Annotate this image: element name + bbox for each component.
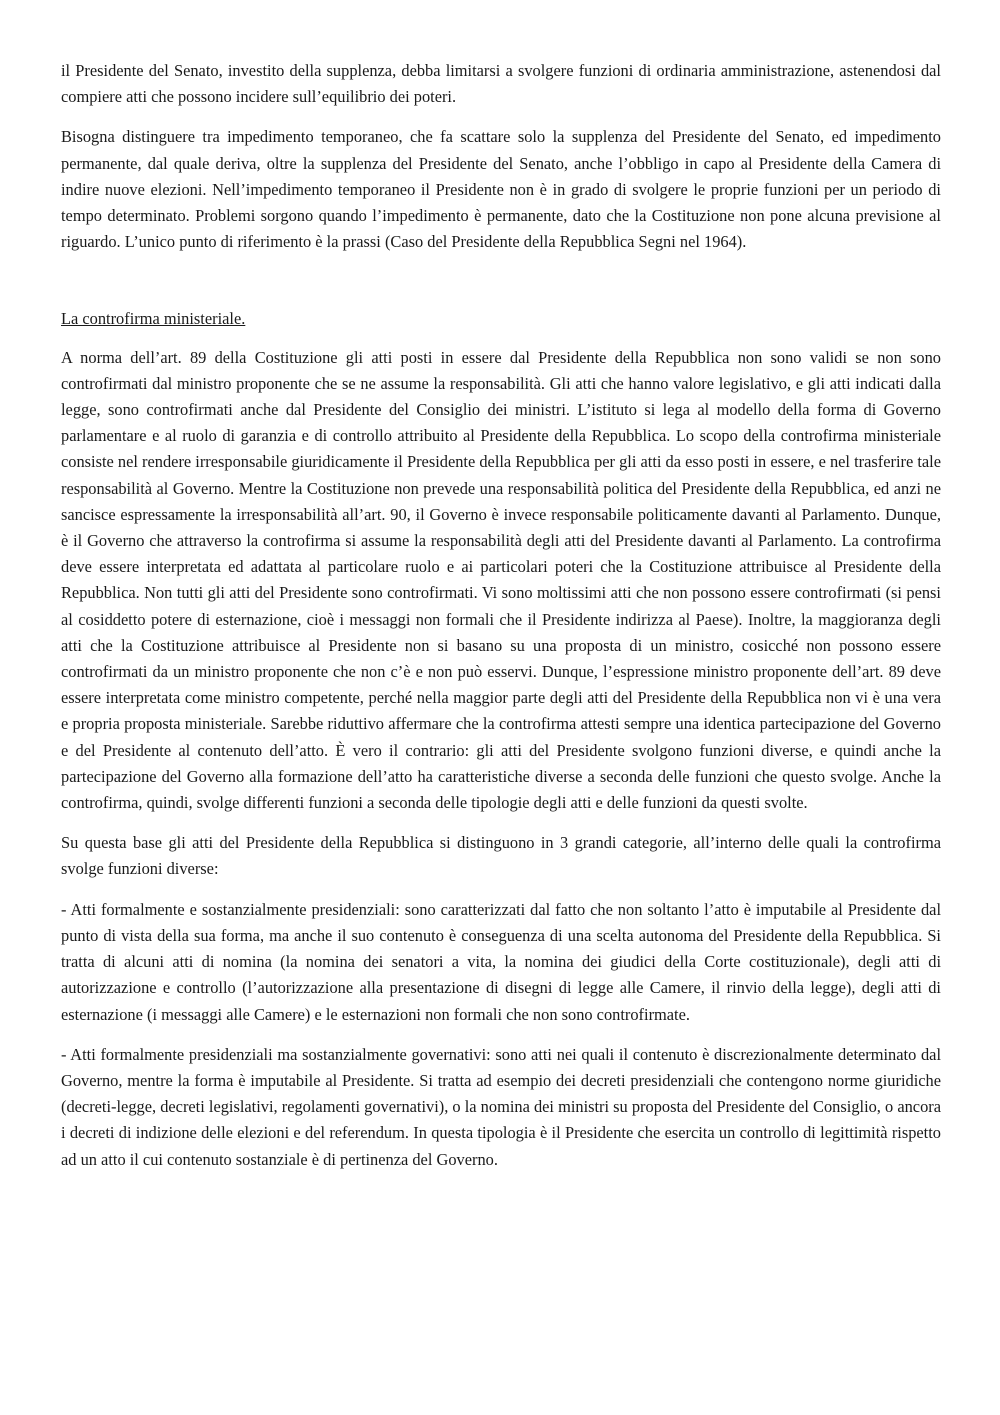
section-heading: La controfirma ministeriale. <box>61 309 246 329</box>
paragraph-impedimento: Bisogna distinguere tra impedimento temporaneo, che fa scattare solo la supplenza del Presidente del Senato, ed impedimento permanente, dal quale deriva, oltre la supplenza del Presidente del Senato, anche l’obbligo in capo al Presidente della Camera di indire nuove elezioni. Nell’impedimento temporaneo il Presidente non è in grado di svolgere le proprie funzioni per un periodo di tempo determinato. Problemi sorgono quando l’impedimento è permanente, dato che la Costituzione non pone alcuna previsione al riguardo. L’unico punto di riferimento è la prassi (Caso del Presidente della Repubblica Segni nel 1964). <box>61 127 941 252</box>
paragraph-categories-intro: Su questa base gli atti del Presidente della Repubblica si distinguono in 3 grandi categorie, all’interno delle quali la controfirma svolge funzioni diverse: <box>61 833 941 879</box>
document-page <box>61 58 941 1187</box>
list-item-atti-presidenziali: - Atti formalmente e sostanzialmente presidenziali: sono caratterizzati dal fatto che non soltanto l’atto è imputabile al Presidente dal punto di vista della sua forma, ma anche il suo contenuto è conseguenza di una scelta autonoma del Presidente della Repubblica. Si tratta di alcuni atti di nomina (la nomina dei senatori a vita, la nomina dei giudici della Corte costituzionale), degli atti di autorizzazione e controllo (l’autorizzazione alla presentazione di disegni di legge alle Camere, il rinvio della legge), degli atti di esternazione (i messaggi alle Camere) e le esternazioni non formali che non sono controfirmate. <box>61 899 941 1024</box>
list-item-atti-governativi: - Atti formalmente presidenziali ma sostanzialmente governativi: sono atti nei quali il contenuto è discrezionalmente determinato dal Governo, mentre la forma è imputabile al Presidente. Si tratta ad esempio dei decreti presidenziali che contengono norme giuridiche (decreti-legge, decreti legislativi, regolamenti governativi), o la nomina dei ministri su proposta del Presidente del Consiglio, o ancora i decreti di indizione delle elezioni e del referendum. In questa tipologia è il Presidente che esercita un controllo di legittimità rispetto ad un atto il cui contenuto sostanziale è di pertinenza del Governo. <box>61 1044 941 1169</box>
paragraph-controfirma-overview: A norma dell’art. 89 della Costituzione gli atti posti in essere dal Presidente della Repubblica non sono validi se non sono controfirmati dal ministro proponente che se ne assume la responsabilità. Gli atti che hanno valore legislativo, e gli atti indicati dalla legge, sono controfirmati anche dal Presidente del Consiglio dei ministri. L’istituto si lega al modello della forma di Governo parlamentare e al ruolo di garanzia e di controllo attribuito al Presidente della Repubblica. Lo scopo della controfirma ministeriale consiste nel rendere irresponsabile giuridicamente il Presidente della Repubblica per gli atti da esso posti in essere, e nel trasferire tale responsabilità al Governo. Mentre la Costituzione non prevede una responsabilità politica del Presidente della Repubblica, ed anzi ne sancisce espressamente la irresponsabilità all’art. 90, il Governo è invece responsabile politicamente davanti al Parlamento. Dunque, è il Governo che attraverso la controfirma si assume la responsabilità degli atti del Presidente davanti al Parlamento. La controfirma deve essere interpretata ed adattata al particolare ruolo e ai particolari poteri che la Costituzione attribuisce al Presidente della Repubblica. Non tutti gli atti del Presidente sono controfirmati. Vi sono moltissimi atti che non possono essere controfirmati (si pensi al cosiddetto potere di esternazione, cioè i messaggi non formali che il Presidente indirizza al Paese). Inoltre, la maggioranza degli atti che la Costituzione attribuisce al Presidente non si basano su una proposta di un ministro, cosicché non possono essere controfirmati da un ministro proponente che non c’è e non può esservi. Dunque, l’espressione ministro proponente dell’art. 89 deve essere interpretata come ministro competente, perché nella maggior parte degli atti del Presidente della Repubblica non vi è una vera e propria proposta ministeriale. Sarebbe riduttivo affermare che la controfirma attesti sempre una identica partecipazione del Governo e del Presidente al contenuto dell’atto. È vero il contrario: gli atti del Presidente svolgono funzioni diverse, e quindi anche la partecipazione del Governo alla formazione dell’atto ha caratteristiche diverse a seconda delle funzioni che questo svolge. Anche la controfirma, quindi, svolge differenti funzioni a seconda delle tipologie degli atti e delle funzioni da questi svolte. <box>61 347 941 813</box>
paragraph-supplenza-ending: il Presidente del Senato, investito della supplenza, debba limitarsi a svolgere funzioni di ordinaria amministrazione, astenendosi dal compiere atti che possono incidere sull’equilibrio dei poteri. <box>61 61 941 107</box>
